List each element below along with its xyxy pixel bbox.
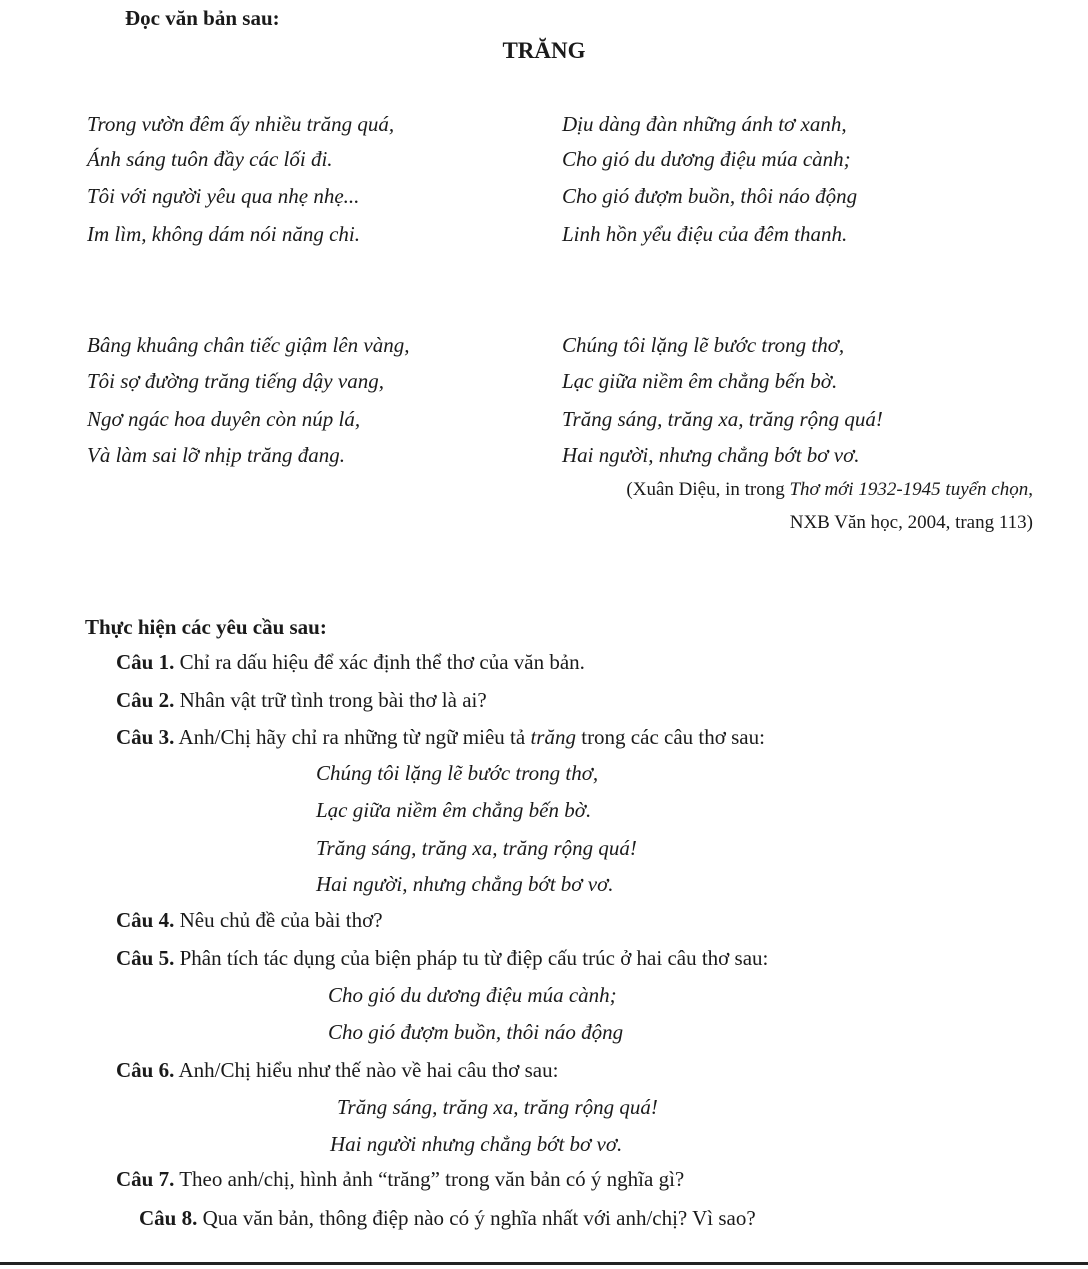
quote-line: Hai người nhưng chẳng bớt bơ vơ.	[330, 1132, 623, 1156]
poem-line: Im lìm, không dám nói năng chi.	[87, 222, 360, 246]
poem-line: Trăng sáng, trăng xa, trăng rộng quá!	[562, 407, 883, 431]
question-text: Phân tích tác dụng của biện pháp tu từ điệp cấu trúc ở hai câu thơ sau:	[174, 946, 769, 970]
source-citation	[626, 479, 1033, 502]
source-prefix: (Xuân Diệu, in trong	[626, 479, 790, 500]
question-4	[116, 908, 383, 933]
quote-line: Hai người, nhưng chẳng bớt bơ vơ.	[316, 872, 614, 896]
question-number: Câu 5.	[116, 946, 175, 970]
quote-line: Chúng tôi lặng lẽ bước trong thơ,	[316, 761, 599, 785]
intro-instruction: Đọc văn bản sau:	[125, 6, 280, 30]
quote-line: Cho gió du dương điệu múa cành;	[328, 983, 617, 1007]
question-8	[139, 1206, 756, 1231]
poem-line: Tôi với người yêu qua nhẹ nhẹ...	[87, 184, 360, 208]
question-5	[116, 946, 768, 971]
poem-line: Dịu dàng đàn những ánh tơ xanh,	[562, 112, 847, 136]
quote-line: Trăng sáng, trăng xa, trăng rộng quá!	[337, 1095, 658, 1119]
poem-line: Tôi sợ đường trăng tiếng dậy vang,	[87, 369, 384, 393]
requirements-heading: Thực hiện các yêu cầu sau:	[85, 615, 327, 639]
poem-line: Cho gió đượm buồn, thôi náo động	[562, 184, 858, 208]
poem-line: Chúng tôi lặng lẽ bước trong thơ,	[562, 333, 845, 357]
question-3	[116, 725, 765, 750]
question-number: Câu 8.	[139, 1206, 198, 1230]
question-text: Chỉ ra dấu hiệu để xác định thể thơ của văn bản.	[174, 650, 585, 674]
question-emphasis: trăng	[530, 725, 576, 749]
question-6	[116, 1058, 558, 1083]
quote-line: Cho gió đượm buồn, thôi náo động	[328, 1020, 624, 1044]
question-number: Câu 7.	[116, 1167, 175, 1191]
poem-line: Linh hồn yểu điệu của đêm thanh.	[562, 222, 848, 246]
poem-line: Cho gió du dương điệu múa cành;	[562, 147, 851, 171]
question-text: trong các câu thơ sau:	[575, 725, 765, 749]
poem-line: Hai người, nhưng chẳng bớt bơ vơ.	[562, 443, 860, 467]
question-number: Câu 1.	[116, 650, 175, 674]
poem-line: Bâng khuâng chân tiếc giậm lên vàng,	[87, 333, 410, 357]
question-number: Câu 2.	[116, 688, 175, 712]
source-publisher: NXB Văn học, 2004, trang 113)	[789, 512, 1033, 533]
poem-line: Lạc giữa niềm êm chẳng bến bờ.	[562, 369, 838, 393]
poem-line: Ngơ ngác hoa duyên còn núp lá,	[87, 407, 361, 431]
bottom-rule	[0, 1262, 1088, 1265]
poem-title: TRĂNG	[502, 38, 586, 63]
question-number: Câu 4.	[116, 908, 175, 932]
question-text: Anh/Chị hiểu như thế nào về hai câu thơ sau:	[174, 1058, 559, 1082]
question-number: Câu 6.	[116, 1058, 175, 1082]
question-1	[116, 650, 585, 675]
poem-line: Ánh sáng tuôn đầy các lối đi.	[87, 147, 333, 171]
poem-line: Trong vườn đêm ấy nhiều trăng quá,	[87, 112, 395, 136]
question-text: Qua văn bản, thông điệp nào có ý nghĩa nhất với anh/chị? Vì sao?	[197, 1206, 756, 1230]
question-text: Nêu chủ đề của bài thơ?	[174, 908, 383, 932]
question-text: Anh/Chị hãy chỉ ra những từ ngữ miêu tả	[174, 725, 531, 749]
source-suffix: ,	[1028, 479, 1033, 500]
question-number: Câu 3.	[116, 725, 175, 749]
question-text: Nhân vật trữ tình trong bài thơ là ai?	[174, 688, 487, 712]
question-text: Theo anh/chị, hình ảnh “trăng” trong văn bản có ý nghĩa gì?	[174, 1167, 685, 1191]
question-2	[116, 688, 487, 713]
source-book-title: Thơ mới 1932-1945 tuyển chọn	[789, 479, 1029, 500]
question-7	[116, 1167, 684, 1192]
quote-line: Lạc giữa niềm êm chẳng bến bờ.	[316, 798, 592, 822]
quote-line: Trăng sáng, trăng xa, trăng rộng quá!	[316, 836, 637, 860]
poem-line: Và làm sai lỡ nhịp trăng đang.	[87, 443, 345, 467]
